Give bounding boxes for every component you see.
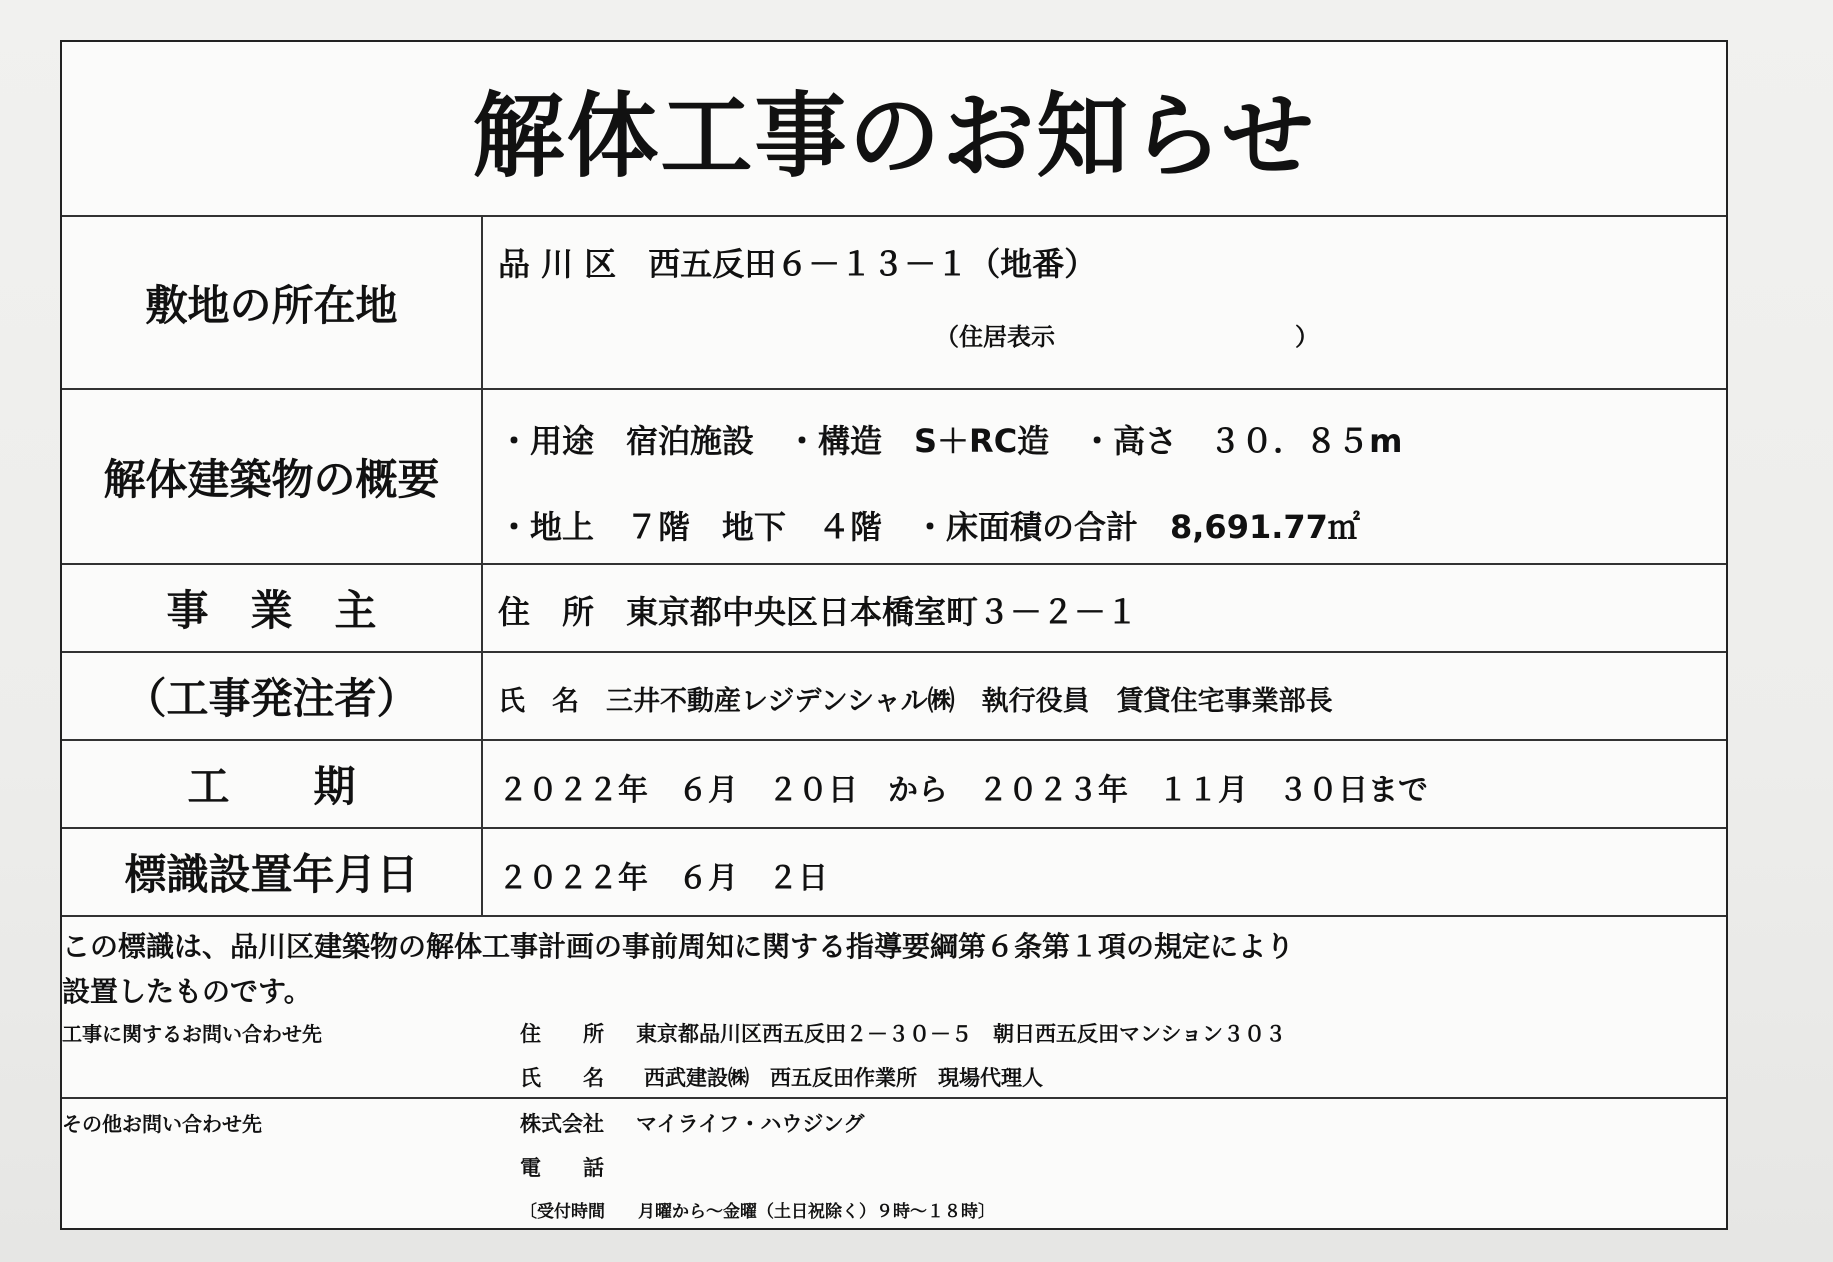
label-site-location: 敷地の所在地	[62, 217, 483, 388]
contact-name: 西武建設㈱ 西五反田作業所 現場代理人	[644, 1066, 1043, 1090]
label-owner: 事 業 主	[62, 565, 483, 651]
sign-title: 解体工事のお知らせ	[62, 42, 1726, 217]
contact-address: 東京都品川区西五反田２－３０－５ 朝日西五反田マンション３０３	[636, 1022, 1287, 1046]
row-client	[62, 653, 1726, 741]
notice-line-2: 設置したものです。	[62, 975, 312, 1008]
other-hours-key: 〔受付時間	[520, 1202, 605, 1222]
contact-divider	[62, 1097, 1726, 1099]
row-owner	[62, 565, 1726, 653]
site-residence: （住居表示 ）	[935, 323, 1319, 351]
other-company-key: 株式会社	[520, 1112, 604, 1136]
row-building-overview	[62, 390, 1726, 565]
client-name: 氏 名 三井不動産レジデンシャル㈱ 執行役員 賃貸住宅事業部長	[498, 686, 1333, 717]
contact-address-key: 住 所	[520, 1022, 604, 1046]
demolition-notice-sign	[60, 40, 1728, 1230]
label-client: （工事発注者）	[62, 653, 483, 739]
row-construction-period	[62, 741, 1726, 829]
posting-date-value: ２０２２年 ６月 ２日	[498, 861, 828, 896]
other-phone-key: 電 話	[520, 1156, 604, 1180]
row-posting-date	[62, 829, 1726, 917]
other-contact-label: その他お問い合わせ先	[62, 1112, 262, 1136]
construction-period-value: ２０２２年 ６月 ２０日 から ２０２３年 １１月 ３０日まで	[498, 773, 1428, 808]
overview-line-2: ・地上 ７階 地下 ４階 ・床面積の合計 8,691.77㎡	[498, 508, 1360, 546]
label-construction-period: 工 期	[62, 741, 483, 827]
contact-name-key: 氏 名	[520, 1066, 604, 1090]
label-building-overview: 解体建築物の概要	[62, 390, 483, 563]
other-company: マイライフ・ハウジング	[636, 1112, 865, 1136]
owner-address: 住 所 東京都中央区日本橋室町３－２－１	[498, 593, 1139, 631]
site-address: 品 川 区 西五反田６－１３－１（地番）	[498, 245, 1097, 283]
overview-line-1: ・用途 宿泊施設 ・構造 S＋RC造 ・高さ ３０．８５m	[498, 422, 1403, 460]
label-posting-date: 標識設置年月日	[62, 829, 483, 915]
contact-label: 工事に関するお問い合わせ先	[62, 1022, 322, 1046]
notice-line-1: この標識は、品川区建築物の解体工事計画の事前周知に関する指導要綱第６条第１項の規定により	[62, 930, 1295, 963]
row-site-location	[62, 217, 1726, 390]
other-hours: 月曜から～金曜（土日祝除く）９時～１８時〕	[638, 1202, 995, 1222]
